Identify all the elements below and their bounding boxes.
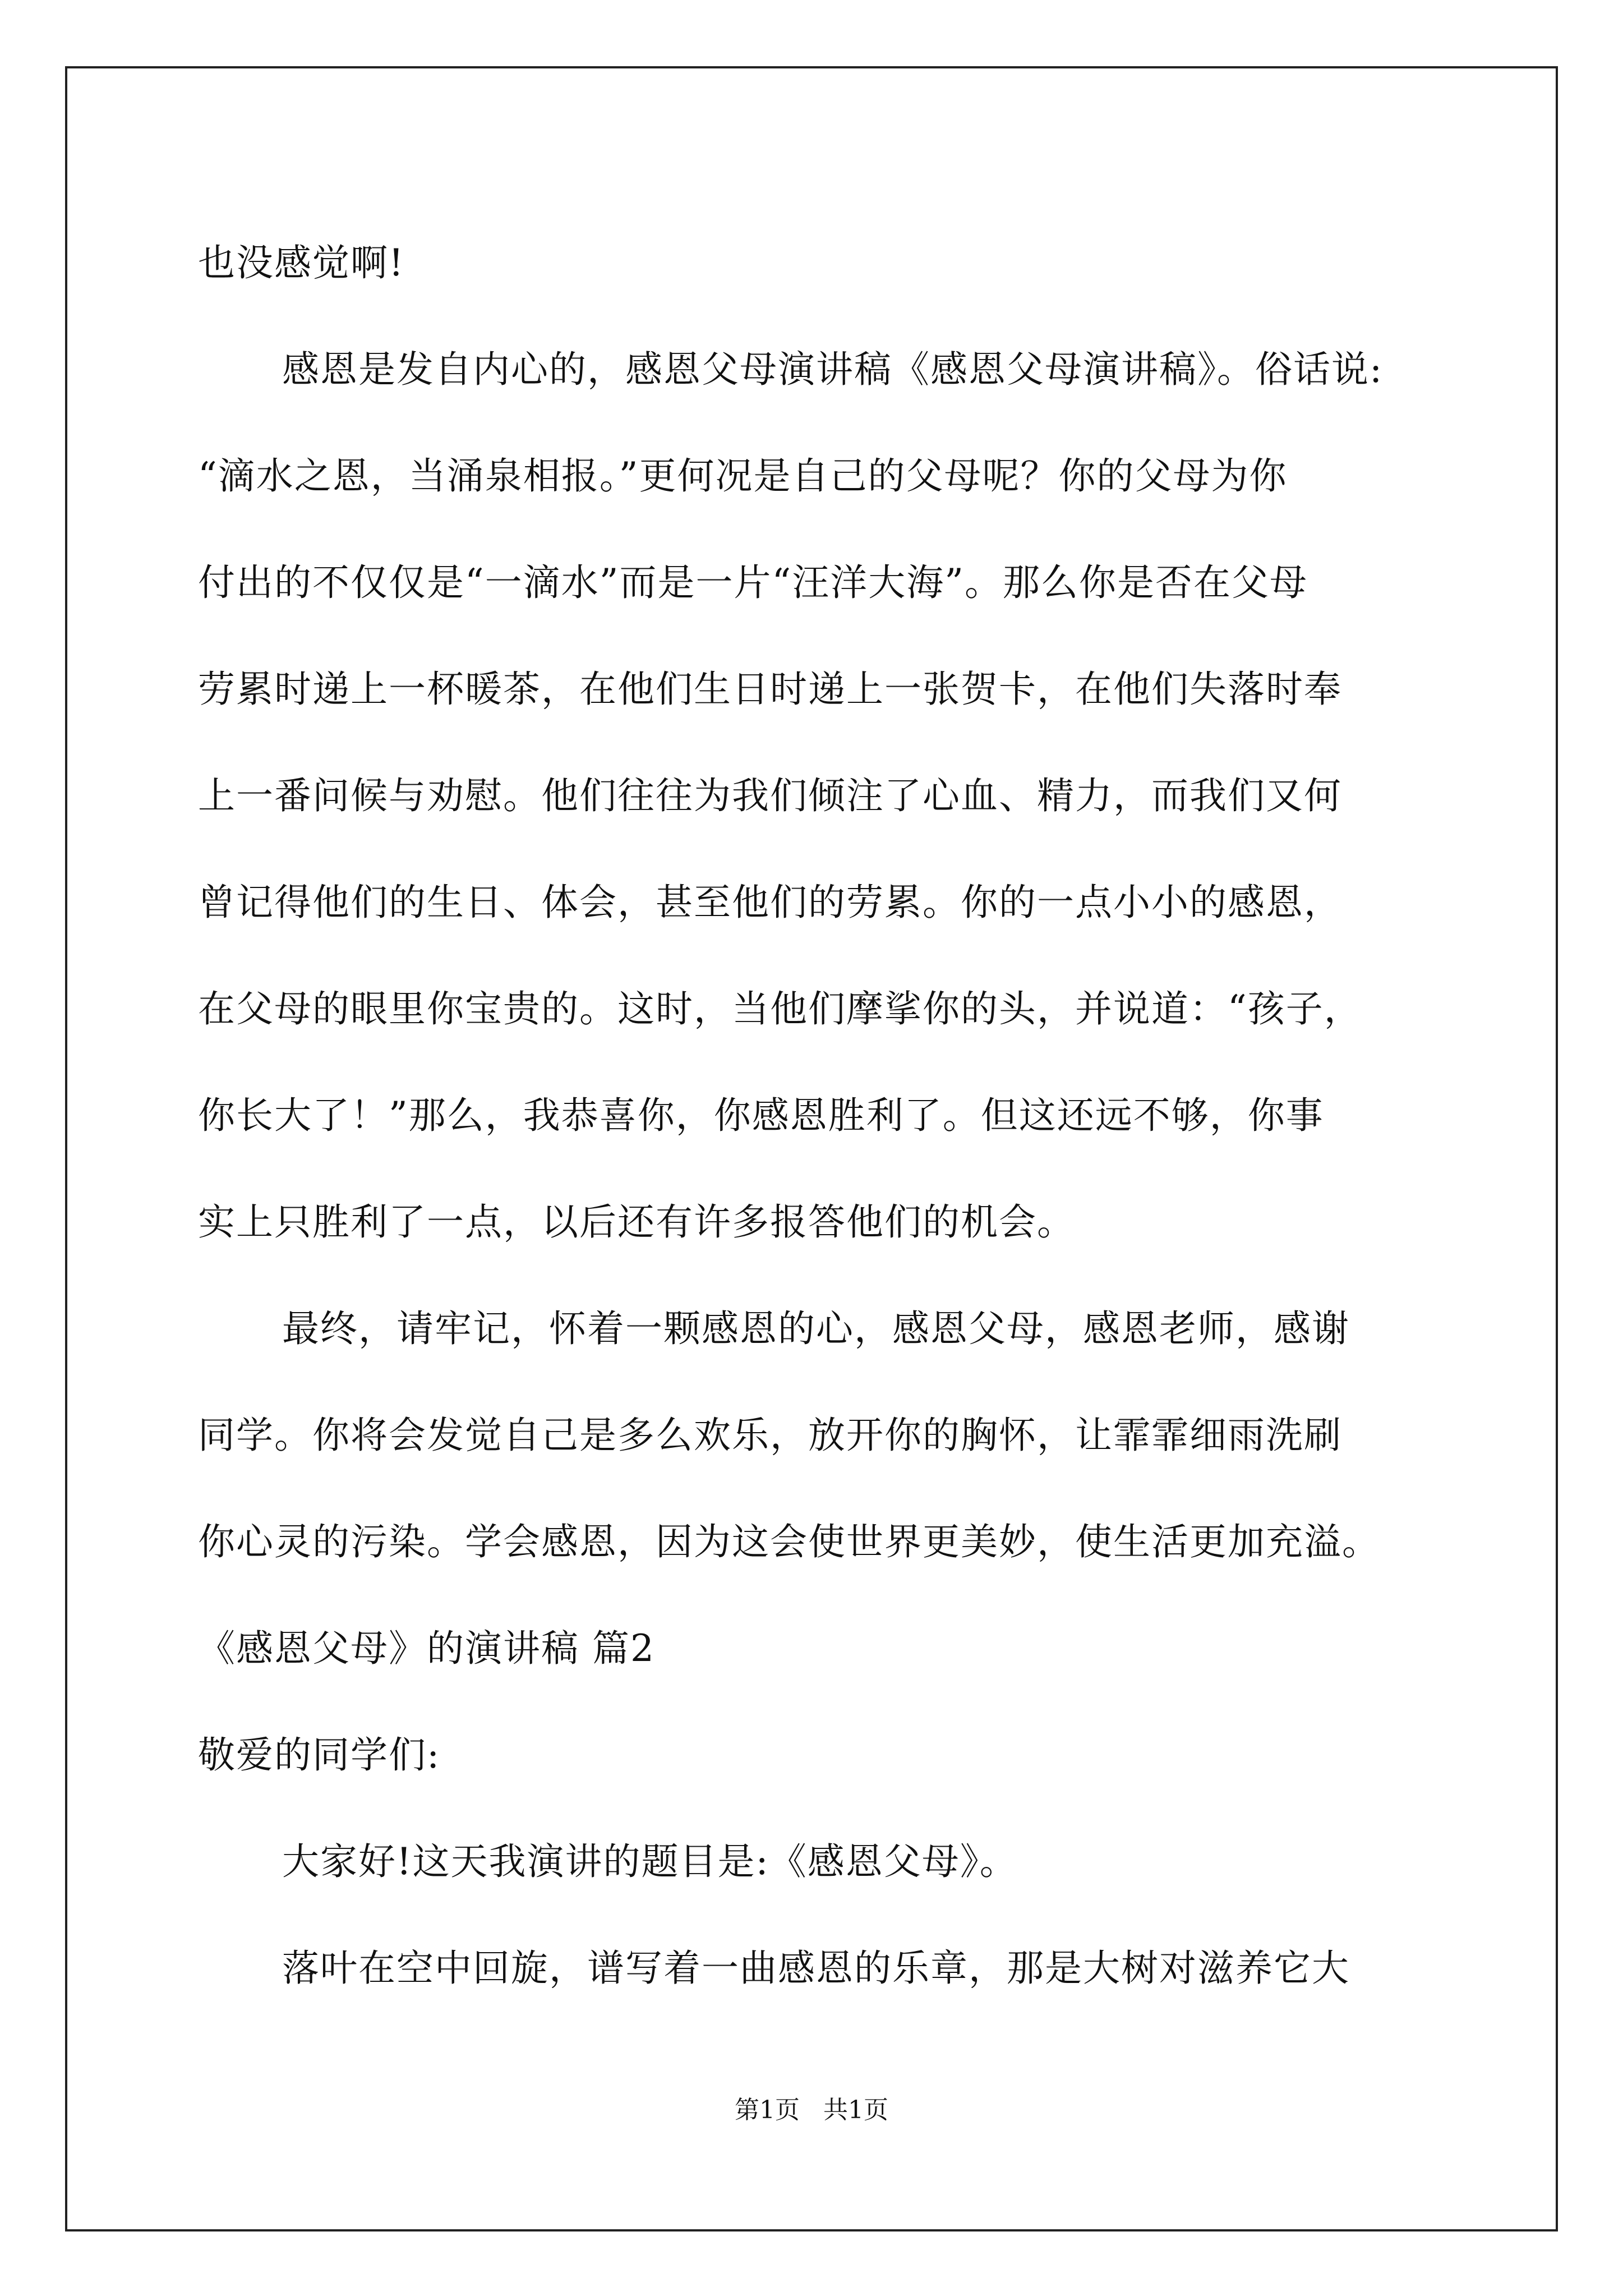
text-line-9: 你长大了！”那么，我恭喜你，你感恩胜利了。但这还远不够，你事 [198, 1094, 1324, 1137]
text-line-13: 你心灵的污染。学会感恩，因为这会使世界更美妙，使生活更加充溢。 [198, 1520, 1380, 1563]
text-line-7: 曾记得他们的生日、体会，甚至他们的劳累。你的一点小小的感恩， [198, 881, 1342, 924]
page-number-footer: 第1页 共1页 [735, 2096, 888, 2124]
text-line-11: 最终，请牢记，怀着一颗感恩的心，感恩父母，感恩老师，感谢 [282, 1307, 1350, 1350]
text-line-17: 落叶在空中回旋，谱写着一曲感恩的乐章，那是大树对滋养它大 [282, 1947, 1350, 1990]
text-line-4: 付出的不仅仅是“一滴水”而是一片“汪洋大海”。那么你是否在父母 [198, 561, 1308, 604]
text-line-3: “滴水之恩，当涌泉相报。”更何况是自己的父母呢？你的父母为你 [198, 454, 1288, 498]
text-line-16: 大家好!这天我演讲的题目是:《感恩父母》。 [282, 1840, 1018, 1883]
document-body [198, 210, 1499, 2022]
text-line-1: 也没感觉啊! [198, 241, 405, 284]
text-line-6: 上一番问候与劝慰。他们往往为我们倾注了心血、精力，而我们又何 [198, 774, 1342, 817]
text-line-12: 同学。你将会发觉自己是多么欢乐，放开你的胸怀，让霏霏细雨洗刷 [198, 1414, 1342, 1457]
salutation: 敬爱的同学们: [198, 1733, 441, 1777]
text-line-10: 实上只胜利了一点，以后还有许多报答他们的机会。 [198, 1200, 1075, 1244]
section-heading: 《感恩父母》的演讲稿 篇2 [198, 1627, 655, 1670]
text-line-2: 感恩是发自内心的，感恩父母演讲稿《感恩父母演讲稿》。俗话说: [282, 348, 1384, 391]
text-line-5: 劳累时递上一杯暖茶，在他们生日时递上一张贺卡，在他们失落时奉 [198, 668, 1342, 711]
text-line-8: 在父母的眼里你宝贵的。这时，当他们摩挲你的头，并说道：“孩子， [198, 987, 1362, 1030]
